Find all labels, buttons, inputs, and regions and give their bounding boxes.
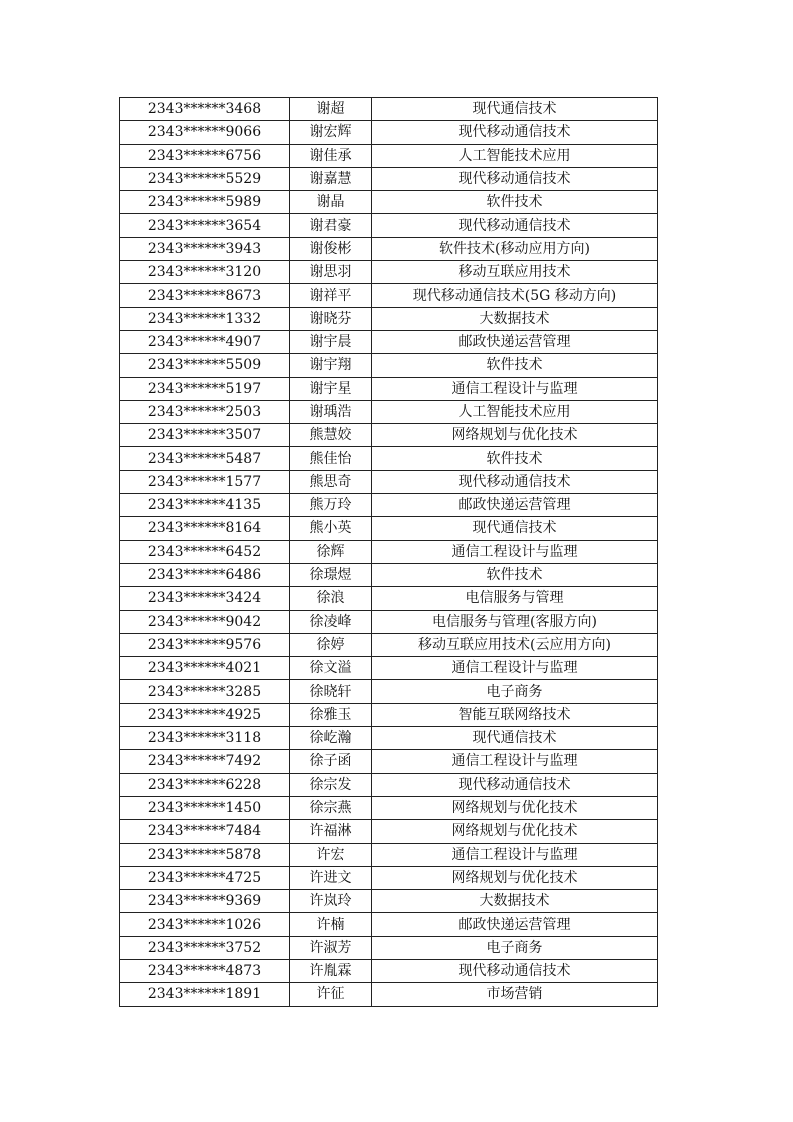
student-id-cell: 2343******6228 — [120, 773, 290, 796]
student-name-cell: 许岚玲 — [290, 890, 372, 913]
table-row — [120, 657, 658, 680]
major-cell: 电信服务与管理 — [372, 587, 658, 610]
student-id-cell: 2343******4925 — [120, 703, 290, 726]
table-row — [120, 796, 658, 819]
student-name-cell: 谢君豪 — [290, 214, 372, 237]
student-id-cell: 2343******3285 — [120, 680, 290, 703]
table-row — [120, 494, 658, 517]
student-id-cell: 2343******7484 — [120, 820, 290, 843]
student-id-cell: 2343******3118 — [120, 727, 290, 750]
table-row — [120, 959, 658, 982]
table-row — [120, 330, 658, 353]
roster-table-body — [120, 98, 658, 1007]
student-id-cell: 2343******5529 — [120, 167, 290, 190]
student-id-cell: 2343******1026 — [120, 913, 290, 936]
table-row — [120, 354, 658, 377]
student-id-cell: 2343******3424 — [120, 587, 290, 610]
major-cell: 邮政快递运营管理 — [372, 494, 658, 517]
table-row — [120, 843, 658, 866]
student-name-cell: 谢思羽 — [290, 261, 372, 284]
student-id-cell: 2343******3468 — [120, 98, 290, 121]
student-id-cell: 2343******1891 — [120, 983, 290, 1006]
table-row — [120, 633, 658, 656]
major-cell: 现代通信技术 — [372, 727, 658, 750]
student-name-cell: 徐文溢 — [290, 657, 372, 680]
student-id-cell: 2343******5509 — [120, 354, 290, 377]
student-name-cell: 徐凌峰 — [290, 610, 372, 633]
student-name-cell: 许福淋 — [290, 820, 372, 843]
student-id-cell: 2343******4021 — [120, 657, 290, 680]
table-row — [120, 191, 658, 214]
student-id-cell: 2343******8164 — [120, 517, 290, 540]
student-name-cell: 熊佳怡 — [290, 447, 372, 470]
major-cell: 软件技术 — [372, 447, 658, 470]
student-name-cell: 谢嘉慧 — [290, 167, 372, 190]
student-name-cell: 谢俊彬 — [290, 237, 372, 260]
student-name-cell: 徐雅玉 — [290, 703, 372, 726]
table-row — [120, 307, 658, 330]
table-row — [120, 936, 658, 959]
table-row — [120, 773, 658, 796]
student-name-cell: 徐璟煜 — [290, 563, 372, 586]
student-id-cell: 2343******7492 — [120, 750, 290, 773]
roster-table — [119, 97, 658, 1007]
table-row — [120, 890, 658, 913]
student-name-cell: 徐子函 — [290, 750, 372, 773]
student-name-cell: 熊思奇 — [290, 470, 372, 493]
table-row — [120, 284, 658, 307]
student-id-cell: 2343******9066 — [120, 121, 290, 144]
table-row — [120, 750, 658, 773]
student-name-cell: 许进文 — [290, 866, 372, 889]
major-cell: 市场营销 — [372, 983, 658, 1006]
student-id-cell: 2343******4873 — [120, 959, 290, 982]
major-cell: 软件技术 — [372, 191, 658, 214]
major-cell: 现代移动通信技术(5G 移动方向) — [372, 284, 658, 307]
table-row — [120, 703, 658, 726]
student-id-cell: 2343******5878 — [120, 843, 290, 866]
table-row — [120, 424, 658, 447]
student-name-cell: 谢晶 — [290, 191, 372, 214]
major-cell: 邮政快递运营管理 — [372, 330, 658, 353]
student-name-cell: 熊慧姣 — [290, 424, 372, 447]
major-cell: 通信工程设计与监理 — [372, 750, 658, 773]
student-id-cell: 2343******3654 — [120, 214, 290, 237]
student-name-cell: 徐浪 — [290, 587, 372, 610]
table-row — [120, 727, 658, 750]
student-id-cell: 2343******5989 — [120, 191, 290, 214]
table-row — [120, 680, 658, 703]
student-name-cell: 许楠 — [290, 913, 372, 936]
table-row — [120, 237, 658, 260]
table-row — [120, 261, 658, 284]
student-name-cell: 熊小英 — [290, 517, 372, 540]
major-cell: 移动互联应用技术(云应用方向) — [372, 633, 658, 656]
major-cell: 移动互联应用技术 — [372, 261, 658, 284]
student-name-cell: 徐屹瀚 — [290, 727, 372, 750]
major-cell: 通信工程设计与监理 — [372, 843, 658, 866]
major-cell: 现代通信技术 — [372, 517, 658, 540]
table-row — [120, 866, 658, 889]
student-id-cell: 2343******3752 — [120, 936, 290, 959]
student-id-cell: 2343******6486 — [120, 563, 290, 586]
student-name-cell: 谢超 — [290, 98, 372, 121]
student-id-cell: 2343******3943 — [120, 237, 290, 260]
student-name-cell: 徐辉 — [290, 540, 372, 563]
major-cell: 现代移动通信技术 — [372, 214, 658, 237]
student-name-cell: 徐宗燕 — [290, 796, 372, 819]
student-id-cell: 2343******4135 — [120, 494, 290, 517]
major-cell: 现代移动通信技术 — [372, 470, 658, 493]
student-id-cell: 2343******9576 — [120, 633, 290, 656]
student-id-cell: 2343******4907 — [120, 330, 290, 353]
student-name-cell: 谢宇翔 — [290, 354, 372, 377]
student-id-cell: 2343******4725 — [120, 866, 290, 889]
table-row — [120, 144, 658, 167]
major-cell: 邮政快递运营管理 — [372, 913, 658, 936]
table-row — [120, 913, 658, 936]
student-id-cell: 2343******3120 — [120, 261, 290, 284]
table-row — [120, 214, 658, 237]
student-id-cell: 2343******1577 — [120, 470, 290, 493]
table-row — [120, 563, 658, 586]
major-cell: 通信工程设计与监理 — [372, 377, 658, 400]
major-cell: 现代通信技术 — [372, 98, 658, 121]
major-cell: 通信工程设计与监理 — [372, 657, 658, 680]
student-name-cell: 徐晓轩 — [290, 680, 372, 703]
major-cell: 大数据技术 — [372, 307, 658, 330]
table-row — [120, 98, 658, 121]
major-cell: 网络规划与优化技术 — [372, 820, 658, 843]
student-id-cell: 2343******2503 — [120, 400, 290, 423]
student-name-cell: 谢宇晨 — [290, 330, 372, 353]
major-cell: 通信工程设计与监理 — [372, 540, 658, 563]
student-name-cell: 许淑芳 — [290, 936, 372, 959]
major-cell: 电信服务与管理(客服方向) — [372, 610, 658, 633]
major-cell: 软件技术(移动应用方向) — [372, 237, 658, 260]
student-name-cell: 谢晓芬 — [290, 307, 372, 330]
student-id-cell: 2343******3507 — [120, 424, 290, 447]
major-cell: 智能互联网络技术 — [372, 703, 658, 726]
student-id-cell: 2343******1450 — [120, 796, 290, 819]
major-cell: 电子商务 — [372, 680, 658, 703]
major-cell: 现代移动通信技术 — [372, 773, 658, 796]
major-cell: 软件技术 — [372, 563, 658, 586]
roster-page — [119, 97, 657, 1007]
table-row — [120, 167, 658, 190]
table-row — [120, 587, 658, 610]
table-row — [120, 377, 658, 400]
student-id-cell: 2343******5197 — [120, 377, 290, 400]
major-cell: 网络规划与优化技术 — [372, 424, 658, 447]
student-id-cell: 2343******9042 — [120, 610, 290, 633]
table-row — [120, 447, 658, 470]
student-id-cell: 2343******9369 — [120, 890, 290, 913]
student-name-cell: 徐宗发 — [290, 773, 372, 796]
major-cell: 人工智能技术应用 — [372, 400, 658, 423]
table-row — [120, 540, 658, 563]
major-cell: 现代移动通信技术 — [372, 121, 658, 144]
table-row — [120, 121, 658, 144]
student-name-cell: 许征 — [290, 983, 372, 1006]
table-row — [120, 820, 658, 843]
table-row — [120, 517, 658, 540]
table-row — [120, 470, 658, 493]
table-row — [120, 983, 658, 1006]
table-row — [120, 400, 658, 423]
major-cell: 人工智能技术应用 — [372, 144, 658, 167]
student-name-cell: 许胤霖 — [290, 959, 372, 982]
student-name-cell: 许宏 — [290, 843, 372, 866]
major-cell: 网络规划与优化技术 — [372, 796, 658, 819]
student-name-cell: 谢祥平 — [290, 284, 372, 307]
major-cell: 网络规划与优化技术 — [372, 866, 658, 889]
student-id-cell: 2343******8673 — [120, 284, 290, 307]
major-cell: 电子商务 — [372, 936, 658, 959]
student-name-cell: 谢宏辉 — [290, 121, 372, 144]
student-name-cell: 熊万玲 — [290, 494, 372, 517]
major-cell: 大数据技术 — [372, 890, 658, 913]
table-row — [120, 610, 658, 633]
major-cell: 现代移动通信技术 — [372, 959, 658, 982]
student-id-cell: 2343******6452 — [120, 540, 290, 563]
student-name-cell: 谢佳承 — [290, 144, 372, 167]
student-name-cell: 谢宇星 — [290, 377, 372, 400]
student-id-cell: 2343******6756 — [120, 144, 290, 167]
student-id-cell: 2343******1332 — [120, 307, 290, 330]
major-cell: 软件技术 — [372, 354, 658, 377]
major-cell: 现代移动通信技术 — [372, 167, 658, 190]
student-id-cell: 2343******5487 — [120, 447, 290, 470]
student-name-cell: 谢瑀浩 — [290, 400, 372, 423]
student-name-cell: 徐婷 — [290, 633, 372, 656]
